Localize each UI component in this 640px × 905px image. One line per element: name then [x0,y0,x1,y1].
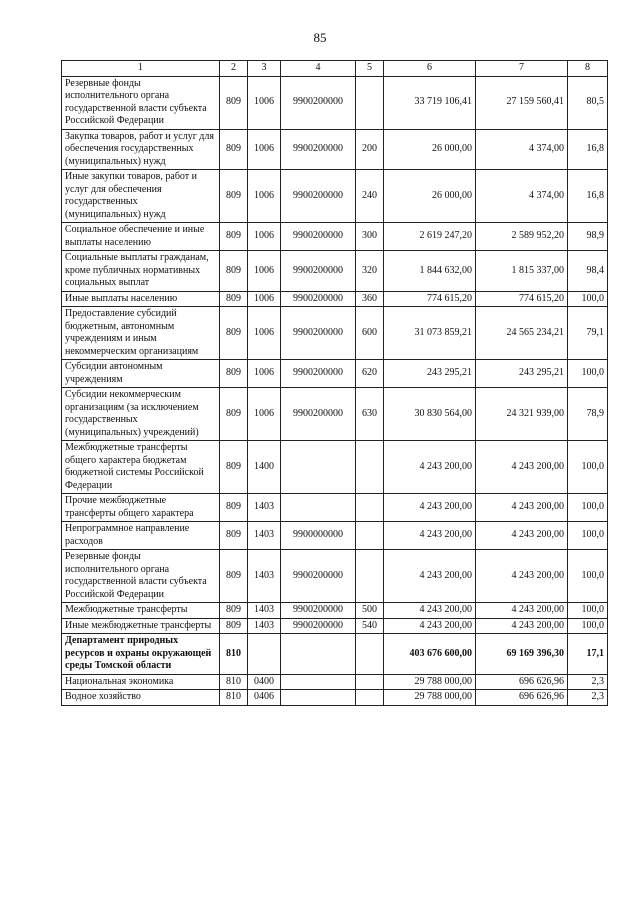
row-admin-code: 809 [220,494,248,522]
row-plan: 26 000,00 [384,129,476,170]
row-actual: 4 243 200,00 [476,618,568,634]
table-body [62,76,608,705]
row-section-code: 1006 [248,223,281,251]
table-row [62,618,608,634]
table-row [62,388,608,441]
row-section-code: 1006 [248,388,281,441]
row-percent: 100,0 [568,603,608,619]
row-name: Закупка товаров, работ и услуг для обеспечения государственных (муниципальных) нужд [62,129,220,170]
row-section-code: 1006 [248,360,281,388]
row-name: Межбюджетные трансферты [62,603,220,619]
row-plan: 774 615,20 [384,291,476,307]
row-expense-type [356,550,384,603]
row-plan: 29 788 000,00 [384,674,476,690]
row-target-code [281,634,356,675]
row-section-code: 1006 [248,76,281,129]
row-actual: 69 169 396,30 [476,634,568,675]
row-expense-type: 600 [356,307,384,360]
row-name: Прочие межбюджетные трансферты общего характера [62,494,220,522]
row-expense-type: 240 [356,170,384,223]
row-percent: 100,0 [568,291,608,307]
row-admin-code: 809 [220,388,248,441]
row-actual: 696 626,96 [476,674,568,690]
row-expense-type [356,674,384,690]
row-percent: 100,0 [568,550,608,603]
row-plan: 403 676 600,00 [384,634,476,675]
header-cell: 8 [568,61,608,77]
row-expense-type [356,634,384,675]
row-name: Непрограммное направление расходов [62,522,220,550]
row-section-code: 0400 [248,674,281,690]
row-name: Социальное обеспечение и иные выплаты населению [62,223,220,251]
row-percent: 98,9 [568,223,608,251]
row-expense-type [356,494,384,522]
row-expense-type: 300 [356,223,384,251]
row-target-code: 9900000000 [281,522,356,550]
row-expense-type: 540 [356,618,384,634]
row-expense-type: 500 [356,603,384,619]
row-target-code: 9900200000 [281,129,356,170]
row-expense-type: 630 [356,388,384,441]
table-row [62,291,608,307]
row-admin-code: 809 [220,307,248,360]
row-section-code: 1006 [248,307,281,360]
row-target-code: 9900200000 [281,291,356,307]
table-row [62,251,608,292]
row-percent: 80,5 [568,76,608,129]
row-admin-code: 809 [220,170,248,223]
row-actual: 4 243 200,00 [476,494,568,522]
row-admin-code: 809 [220,251,248,292]
row-admin-code: 809 [220,603,248,619]
row-target-code: 9900200000 [281,618,356,634]
row-admin-code: 809 [220,441,248,494]
row-target-code: 9900200000 [281,223,356,251]
row-actual: 696 626,96 [476,690,568,706]
row-section-code [248,634,281,675]
row-expense-type: 200 [356,129,384,170]
row-expense-type: 360 [356,291,384,307]
row-actual: 2 589 952,20 [476,223,568,251]
row-section-code: 1400 [248,441,281,494]
row-section-code: 1006 [248,251,281,292]
row-percent: 100,0 [568,494,608,522]
table-row [62,494,608,522]
row-expense-type: 320 [356,251,384,292]
table-row [62,360,608,388]
row-expense-type [356,522,384,550]
table-row [62,307,608,360]
row-actual: 4 374,00 [476,170,568,223]
budget-table [61,60,608,706]
row-section-code: 1006 [248,170,281,223]
header-cell: 6 [384,61,476,77]
row-admin-code: 809 [220,291,248,307]
row-actual: 243 295,21 [476,360,568,388]
row-plan: 26 000,00 [384,170,476,223]
row-target-code [281,690,356,706]
row-plan: 4 243 200,00 [384,603,476,619]
row-plan: 243 295,21 [384,360,476,388]
row-actual: 4 374,00 [476,129,568,170]
row-name: Департамент природных ресурсов и охраны окружающей среды Томской области [62,634,220,675]
header-row [62,61,608,77]
row-admin-code: 810 [220,674,248,690]
row-target-code: 9900200000 [281,251,356,292]
row-plan: 4 243 200,00 [384,494,476,522]
row-admin-code: 810 [220,634,248,675]
row-percent: 98,4 [568,251,608,292]
row-name: Межбюджетные трансферты общего характера бюджетам бюджетной системы Российской Федерации [62,441,220,494]
row-percent: 2,3 [568,674,608,690]
row-name: Резервные фонды исполнительного органа государственной власти субъекта Российской Федерации [62,76,220,129]
row-target-code: 9900200000 [281,603,356,619]
row-admin-code: 809 [220,76,248,129]
table-row [62,690,608,706]
header-cell: 3 [248,61,281,77]
table-row [62,603,608,619]
row-expense-type [356,441,384,494]
page-number: 85 [313,30,327,45]
row-actual: 4 243 200,00 [476,522,568,550]
row-actual: 24 321 939,00 [476,388,568,441]
table-row [62,170,608,223]
table-row [62,522,608,550]
row-name: Резервные фонды исполнительного органа государственной власти субъекта Российской Федерации [62,550,220,603]
row-actual: 4 243 200,00 [476,603,568,619]
row-expense-type [356,690,384,706]
header-cell: 4 [281,61,356,77]
row-percent: 17,1 [568,634,608,675]
row-section-code: 1006 [248,129,281,170]
row-percent: 2,3 [568,690,608,706]
row-section-code: 1006 [248,291,281,307]
table-row [62,76,608,129]
header-cell: 7 [476,61,568,77]
row-admin-code: 809 [220,618,248,634]
table-row [62,223,608,251]
row-percent: 100,0 [568,522,608,550]
row-plan: 4 243 200,00 [384,441,476,494]
row-admin-code: 809 [220,223,248,251]
row-target-code [281,494,356,522]
row-actual: 1 815 337,00 [476,251,568,292]
row-section-code: 1403 [248,603,281,619]
row-target-code: 9900200000 [281,388,356,441]
row-actual: 4 243 200,00 [476,441,568,494]
row-admin-code: 809 [220,522,248,550]
row-expense-type: 620 [356,360,384,388]
header-cell: 2 [220,61,248,77]
row-section-code: 1403 [248,522,281,550]
row-percent: 100,0 [568,360,608,388]
row-name: Водное хозяйство [62,690,220,706]
row-admin-code: 810 [220,690,248,706]
row-name: Субсидии автономным учреждениям [62,360,220,388]
row-target-code: 9900200000 [281,307,356,360]
header-cell: 5 [356,61,384,77]
row-target-code: 9900200000 [281,360,356,388]
header-cell: 1 [62,61,220,77]
table-row [62,674,608,690]
row-target-code: 9900200000 [281,550,356,603]
row-target-code [281,674,356,690]
row-actual: 27 159 560,41 [476,76,568,129]
row-expense-type [356,76,384,129]
table-row [62,634,608,675]
row-section-code: 0406 [248,690,281,706]
row-plan: 29 788 000,00 [384,690,476,706]
row-name: Иные межбюджетные трансферты [62,618,220,634]
row-actual: 24 565 234,21 [476,307,568,360]
row-plan: 33 719 106,41 [384,76,476,129]
row-name: Иные выплаты населению [62,291,220,307]
row-actual: 4 243 200,00 [476,550,568,603]
row-plan: 4 243 200,00 [384,522,476,550]
row-plan: 1 844 632,00 [384,251,476,292]
row-target-code: 9900200000 [281,170,356,223]
row-admin-code: 809 [220,550,248,603]
row-name: Национальная экономика [62,674,220,690]
row-target-code: 9900200000 [281,76,356,129]
row-name: Социальные выплаты гражданам, кроме публичных нормативных социальных выплат [62,251,220,292]
row-name: Предоставление субсидий бюджетным, автономным учреждениям и иным некоммерческим организациям [62,307,220,360]
row-admin-code: 809 [220,129,248,170]
row-percent: 100,0 [568,441,608,494]
row-percent: 16,8 [568,170,608,223]
row-plan: 4 243 200,00 [384,618,476,634]
row-target-code [281,441,356,494]
row-admin-code: 809 [220,360,248,388]
row-section-code: 1403 [248,494,281,522]
row-plan: 2 619 247,20 [384,223,476,251]
row-name: Субсидии некоммерческим организациям (за исключением государственных (муниципальных) учреждений) [62,388,220,441]
row-percent: 78,9 [568,388,608,441]
row-section-code: 1403 [248,618,281,634]
row-percent: 100,0 [568,618,608,634]
row-plan: 30 830 564,00 [384,388,476,441]
table-row [62,129,608,170]
table-row [62,550,608,603]
row-percent: 79,1 [568,307,608,360]
row-plan: 31 073 859,21 [384,307,476,360]
row-name: Иные закупки товаров, работ и услуг для обеспечения государственных (муниципальных) нужд [62,170,220,223]
table-row [62,441,608,494]
row-percent: 16,8 [568,129,608,170]
row-actual: 774 615,20 [476,291,568,307]
row-plan: 4 243 200,00 [384,550,476,603]
row-section-code: 1403 [248,550,281,603]
